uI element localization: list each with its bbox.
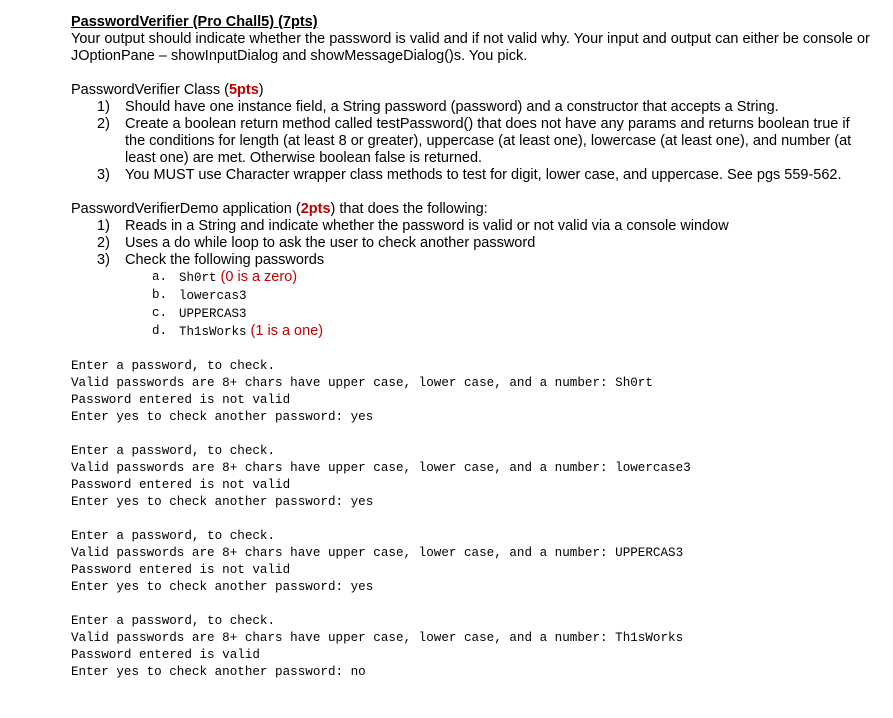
password-value: Th1sWorks [179,325,247,339]
item-text: Reads in a String and indicate whether the password is valid or not valid via a console window [125,218,729,234]
demo-requirements-list [71,218,871,269]
class-heading-text: PasswordVerifier Class ( [71,82,229,98]
class-section-heading [71,82,871,99]
console-line: Password entered is not valid [71,563,291,577]
console-line: Enter a password, to check. [71,359,276,373]
item-number: 2) [97,116,110,132]
list-item [71,235,871,252]
password-note: (1 is a one) [250,323,324,339]
class-heading-suffix: ) [258,82,264,98]
password-item [71,323,871,341]
item-text: You MUST use Character wrapper class methods to test for digit, lower case, and uppercase. See pgs 559-562. [125,167,842,183]
console-line: Enter a password, to check. [71,444,276,458]
console-line: Valid passwords are 8+ chars have upper case, lower case, and a number: Th1sWorks [71,631,684,645]
list-item [71,99,871,116]
item-number: 1) [97,99,110,115]
assignment-document [71,14,871,681]
intro-paragraph: Your output should indicate whether the password is valid and if not valid why. Your input and output can either be console or JOptionPane – showInputDialog and showMessageDialog()s. You pick. [71,31,870,64]
console-line: Enter yes to check another password: yes [71,410,374,424]
console-line: Enter yes to check another password: yes [71,580,374,594]
password-value: Sh0rt [179,271,217,285]
console-line: Enter a password, to check. [71,529,276,543]
item-number: 3) [97,167,110,183]
console-line: Valid passwords are 8+ chars have upper case, lower case, and a number: UPPERCAS3 [71,546,684,560]
class-requirements-list [71,99,871,184]
console-line: Password entered is valid [71,648,260,662]
console-line: Password entered is not valid [71,393,291,407]
item-number: 2) [97,235,110,251]
password-value: lowercas3 [179,289,247,303]
console-line: Enter yes to check another password: yes [71,495,374,509]
console-line: Enter a password, to check. [71,614,276,628]
demo-points: 2pts [300,201,331,217]
item-text: Create a boolean return method called testPassword() that does not have any params and returns boolean true if the conditions for length (at least 8 or greater), uppercase (at least one), lowercase (at least one), and number (at least one) are met. Otherwise boolean false is returned. [125,116,852,166]
demo-heading-suffix: ) that does the following: [330,201,488,217]
password-letter: c. [152,306,168,320]
console-output [71,358,871,681]
console-line: Password entered is not valid [71,478,291,492]
item-text: Check the following passwords [125,252,325,268]
demo-section [71,201,871,341]
demo-heading-text: PasswordVerifierDemo application ( [71,201,301,217]
list-item [71,252,871,269]
console-line: Valid passwords are 8+ chars have upper case, lower case, and a number: lowercase3 [71,461,691,475]
console-line: Valid passwords are 8+ chars have upper case, lower case, and a number: Sh0rt [71,376,653,390]
password-letter: a. [152,270,168,284]
class-points: 5pts [228,82,259,98]
console-run [71,613,871,681]
password-item [71,305,871,323]
password-list [71,269,871,341]
password-letter: d. [152,324,168,338]
item-text: Should have one instance field, a String password (password) and a constructor that accepts a String. [125,99,779,115]
demo-section-heading [71,201,871,218]
console-run [71,358,871,426]
password-value: UPPERCAS3 [179,307,247,321]
password-item [71,287,871,305]
item-text: Uses a do while loop to ask the user to check another password [125,235,536,251]
password-item [71,269,871,287]
password-note: (0 is a zero) [220,269,298,285]
password-letter: b. [152,288,168,302]
console-line: Enter yes to check another password: no [71,665,366,679]
console-run [71,443,871,511]
document-title: PasswordVerifier (Pro Chall5) (7pts) [71,14,318,30]
item-number: 1) [97,218,110,234]
class-section [71,82,871,184]
item-number: 3) [97,252,110,268]
list-item [71,218,871,235]
list-item [71,116,871,167]
console-run [71,528,871,596]
list-item [71,167,871,184]
